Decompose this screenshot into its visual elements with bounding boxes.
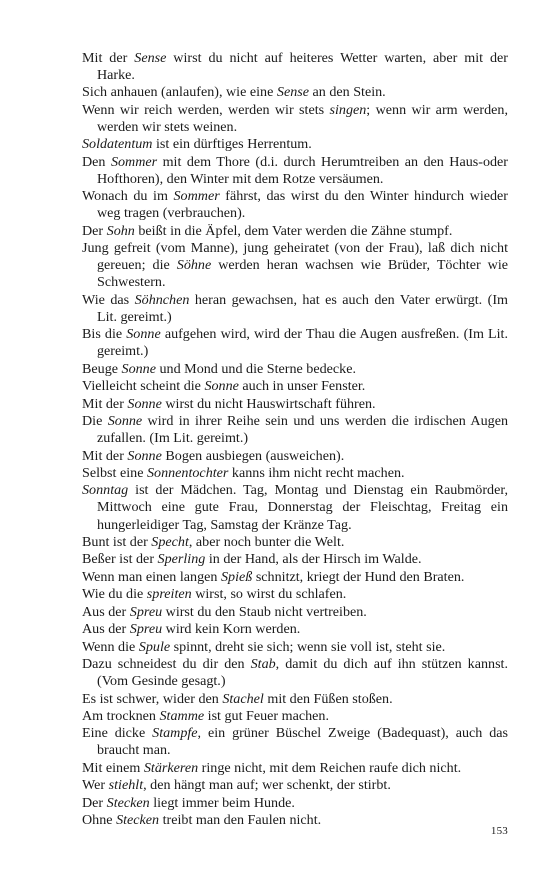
keyword: spreiten xyxy=(146,586,192,603)
entry-text: Dazu schneidest du dir den xyxy=(82,656,251,673)
entry-text: spinnt, dreht sie sich; wenn sie voll ist, steht sie. xyxy=(170,638,446,655)
proverb-entry xyxy=(82,188,508,222)
entry-text: Wonach du im xyxy=(82,188,174,205)
proverb-entry xyxy=(82,413,508,447)
proverb-entry xyxy=(82,50,508,84)
entry-text: Mit der xyxy=(82,447,128,464)
entry-text: mit den Füßen stoßen. xyxy=(263,690,393,707)
keyword: Spieß xyxy=(220,568,253,585)
keyword: Sonne xyxy=(107,413,143,430)
keyword: Sohn xyxy=(106,222,135,239)
keyword: Söhne xyxy=(176,257,212,274)
proverb-list xyxy=(82,50,508,830)
entry-text: ist ein dürftiges Herrentum. xyxy=(152,136,312,153)
keyword: Soldatentum xyxy=(82,136,153,153)
keyword: Spule xyxy=(138,638,171,655)
keyword: Stecken xyxy=(116,812,160,829)
proverb-entry xyxy=(82,795,508,812)
keyword: Sense xyxy=(276,84,309,101)
keyword: stiehlt xyxy=(108,777,144,794)
entry-text: wird in ihrer Reihe sein und uns werden die irdischen Augen zufallen. (Im Lit. gereimt.) xyxy=(97,413,509,447)
keyword: Stamme xyxy=(159,707,205,724)
entry-text: Es ist schwer, wider den xyxy=(82,690,223,707)
proverb-entry xyxy=(82,223,508,240)
proverb-entry xyxy=(82,777,508,794)
proverb-entry xyxy=(82,691,508,708)
keyword: Sommer xyxy=(173,188,220,205)
keyword: Stärkeren xyxy=(143,759,199,776)
proverb-entry xyxy=(82,551,508,568)
proverb-entry xyxy=(82,656,508,690)
proverb-entry xyxy=(82,569,508,586)
keyword: Sonne xyxy=(121,360,156,377)
entry-text: ist gut Feuer machen. xyxy=(204,707,329,724)
keyword: singen xyxy=(329,101,367,118)
entry-text: Aus der xyxy=(82,603,130,620)
keyword: Stampfe xyxy=(152,725,198,742)
keyword: Stachel xyxy=(222,690,264,707)
keyword: Specht xyxy=(151,533,189,550)
entry-text: Selbst eine xyxy=(82,464,147,481)
entry-text: werden heran wachsen wie Brüder, Töchter wie Schwestern. xyxy=(97,257,509,291)
entry-text: schnitzt, kriegt der Hund den Braten. xyxy=(252,568,465,585)
entry-text: Bis die xyxy=(82,326,127,343)
entry-text: ist der Mädchen. Tag, Montag und Dienstag ein Raubmörder, Mittwoch eine gute Frau, Donnerstag der Fleischtag, Freitag ein hungerleidiger Tag, Samstag der Kränze Tag. xyxy=(97,482,508,533)
proverb-entry xyxy=(82,708,508,725)
entry-text: , ein grüner Büschel Zweige (Badequast), auch das braucht man. xyxy=(97,725,508,759)
proverb-entry xyxy=(82,482,508,533)
keyword: Sonnentochter xyxy=(146,464,229,481)
keyword: Spreu xyxy=(129,621,163,638)
entry-text: Sich anhauen (anlaufen), wie eine xyxy=(82,84,277,101)
entry-text: fährst, das wirst du den Winter hindurch wieder weg tragen (verbrauchen). xyxy=(97,188,508,222)
entry-text: Wenn wir reich werden, werden wir stets xyxy=(82,101,330,118)
entry-text: ringe nicht, mit dem Reichen raufe dich nicht. xyxy=(198,759,462,776)
entry-text: wirst, so wirst du schlafen. xyxy=(191,586,347,603)
entry-text: Eine dicke xyxy=(82,725,153,742)
entry-text: Am trocknen xyxy=(82,707,160,724)
entry-text: wird kein Korn werden. xyxy=(162,621,301,638)
entry-text: Wie du die xyxy=(82,586,147,603)
entry-text: Wie das xyxy=(82,291,135,308)
proverb-entry xyxy=(82,84,508,101)
entry-text: Ohne xyxy=(82,812,117,829)
entry-text: Beuge xyxy=(82,360,122,377)
entry-text: mit dem Thore (d.i. durch Herumtreiben an den Haus-oder Hofthoren), den Winter mit dem Rotze versäumen. xyxy=(97,153,509,187)
proverb-entry xyxy=(82,326,508,360)
proverb-entry xyxy=(82,465,508,482)
proverb-entry xyxy=(82,396,508,413)
entry-text: Den xyxy=(82,153,111,170)
entry-text: heran gewachsen, hat es auch den Vater erwürgt. (Im Lit. gereimt.) xyxy=(97,291,508,325)
entry-text: auch in unser Fenster. xyxy=(238,378,366,395)
entry-text: , den hängt man auf; wer schenkt, der stirbt. xyxy=(143,777,391,794)
proverb-entry xyxy=(82,448,508,465)
keyword: Sonne xyxy=(126,326,161,343)
entry-text: Mit der xyxy=(82,395,128,412)
proverb-entry xyxy=(82,292,508,326)
entry-text: beißt in die Äpfel, dem Vater werden die Zähne stumpf. xyxy=(134,222,453,239)
entry-text: Beßer ist der xyxy=(82,551,158,568)
proverb-entry xyxy=(82,102,508,136)
entry-text: Die xyxy=(82,413,108,430)
entry-text: Mit einem xyxy=(82,759,144,776)
entry-text: Vielleicht scheint die xyxy=(82,378,205,395)
page-number: 153 xyxy=(490,825,508,837)
entry-text: wirst du den Staub nicht vertreiben. xyxy=(162,603,367,620)
keyword: Sommer xyxy=(110,153,158,170)
proverb-entry xyxy=(82,725,508,759)
keyword: Sonne xyxy=(127,395,162,412)
entry-text: an den Stein. xyxy=(308,84,386,101)
proverb-entry xyxy=(82,240,508,291)
entry-text: Mit der xyxy=(82,50,135,66)
keyword: Stecken xyxy=(106,794,150,811)
entry-text: Jung gefreit (vom Manne), jung geheiratet (von der Frau), laß dich nicht gereuen; die xyxy=(82,240,508,274)
entry-text: kanns ihm nicht recht machen. xyxy=(228,464,405,481)
keyword: Spreu xyxy=(129,603,163,620)
proverb-entry xyxy=(82,534,508,551)
proverb-entry xyxy=(82,812,508,829)
entry-text: , damit du dich auf ihn stützen kannst. (Vom Gesinde gesagt.) xyxy=(97,656,508,690)
keyword: Sense xyxy=(134,50,167,66)
proverb-entry xyxy=(82,361,508,378)
proverb-entry xyxy=(82,760,508,777)
entry-text: Aus der xyxy=(82,621,130,638)
entry-text: Wenn man einen langen xyxy=(82,568,221,585)
keyword: Sonne xyxy=(204,378,239,395)
entry-text: wirst du nicht Hauswirtschaft führen. xyxy=(161,395,376,412)
entry-text: Der xyxy=(82,794,107,811)
proverb-entry xyxy=(82,604,508,621)
entry-text: , aber noch bunter die Welt. xyxy=(188,533,345,550)
keyword: Sonntag xyxy=(82,482,129,499)
entry-text: treibt man den Faulen nicht. xyxy=(159,812,322,829)
entry-text: in der Hand, als der Hirsch im Walde. xyxy=(205,551,422,568)
entry-text: Bunt ist der xyxy=(82,533,152,550)
keyword: Söhnchen xyxy=(134,291,190,308)
entry-text: wirst du nicht auf heiteres Wetter warten, aber mit der Harke. xyxy=(97,50,508,84)
entry-text: Wer xyxy=(82,777,109,794)
entry-text: und Mond und die Sterne bedecke. xyxy=(155,360,356,377)
keyword: Stab xyxy=(250,656,276,673)
entry-text: Der xyxy=(82,222,107,239)
entry-text: Bogen ausbiegen (ausweichen). xyxy=(161,447,345,464)
proverb-entry xyxy=(82,378,508,395)
keyword: Sperling xyxy=(157,551,206,568)
entry-text: ; wenn wir arm werden, werden wir stets weinen. xyxy=(97,101,508,135)
proverb-entry xyxy=(82,621,508,638)
proverb-entry xyxy=(82,154,508,188)
proverb-entry xyxy=(82,639,508,656)
keyword: Sonne xyxy=(127,447,162,464)
entry-text: liegt immer beim Hunde. xyxy=(149,794,295,811)
proverb-entry xyxy=(82,586,508,603)
proverb-entry xyxy=(82,136,508,153)
entry-text: Wenn die xyxy=(82,638,139,655)
entry-text: aufgehen wird, wird der Thau die Augen ausfreßen. (Im Lit. gereimt.) xyxy=(97,326,508,360)
